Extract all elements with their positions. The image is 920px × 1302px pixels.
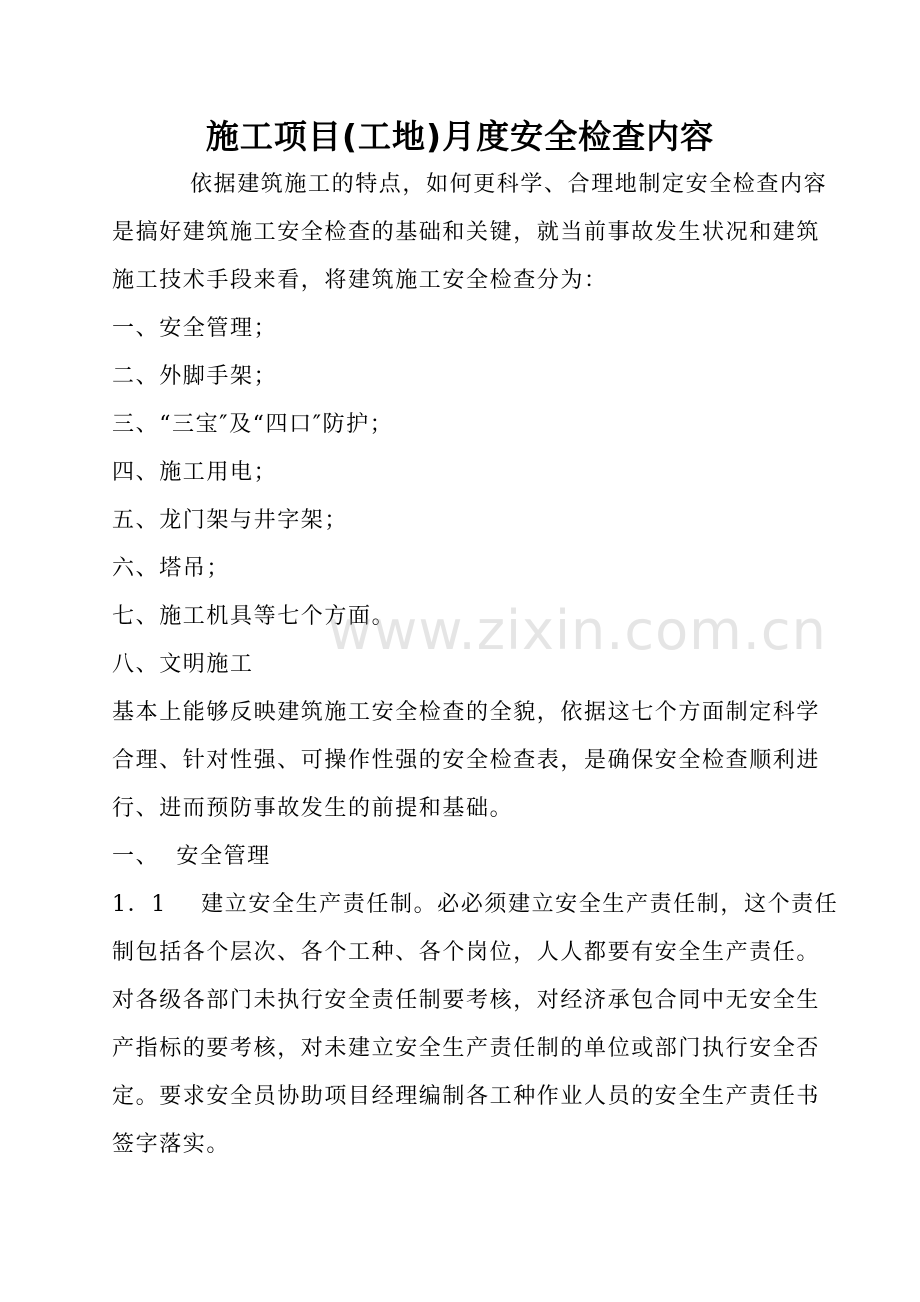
intro-line: 是搞好建筑施工安全检查的基础和关键，就当前事故发生状况和建筑 [112, 220, 821, 245]
section-line: 制包括各个层次、各个工种、各个岗位，人人都要有安全生产责任。 [112, 940, 821, 965]
category-item: 五、龙门架与井字架； [112, 508, 349, 533]
watermark: www.zixin.com.cn [328, 599, 827, 662]
summary-line: 基本上能够反映建筑施工安全检查的全貌，依据这七个方面制定科学 [112, 700, 821, 725]
category-item: 七、施工机具等七个方面。 [112, 604, 396, 629]
category-item: 一、安全管理； [112, 316, 278, 341]
intro-line: 依据建筑施工的特点，如何更科学、合理地制定安全检查内容 [190, 172, 828, 197]
category-item: 八、文明施工 [112, 652, 254, 677]
summary-line: 行、进而预防事故发生的前提和基础。 [112, 796, 514, 821]
section-heading: 一、 安全管理 [112, 844, 271, 869]
category-item: 六、塔吊； [112, 556, 231, 581]
intro-line: 施工技术手段来看，将建筑施工安全检查分为： [112, 268, 608, 293]
section-line: 1．1 建立安全生产责任制。必必须建立安全生产责任制，这个责任 [112, 892, 839, 917]
summary-line: 合理、针对性强、可操作性强的安全检查表，是确保安全检查顺利进 [112, 748, 821, 773]
category-item: 四、施工用电； [112, 460, 278, 485]
section-line: 签字落实。 [112, 1132, 231, 1157]
document-title: 施工项目(工地)月度安全检查内容 [205, 117, 715, 156]
section-line: 定。要求安全员协助项目经理编制各工种作业人员的安全生产责任书 [112, 1084, 821, 1109]
category-item: 二、外脚手架； [112, 364, 278, 389]
category-item: 三、“三宝″及“四口″防护； [112, 412, 394, 437]
section-line: 产指标的要考核，对未建立安全生产责任制的单位或部门执行安全否 [112, 1036, 821, 1061]
section-line: 对各级各部门未执行安全责任制要考核，对经济承包合同中无安全生 [112, 988, 821, 1013]
